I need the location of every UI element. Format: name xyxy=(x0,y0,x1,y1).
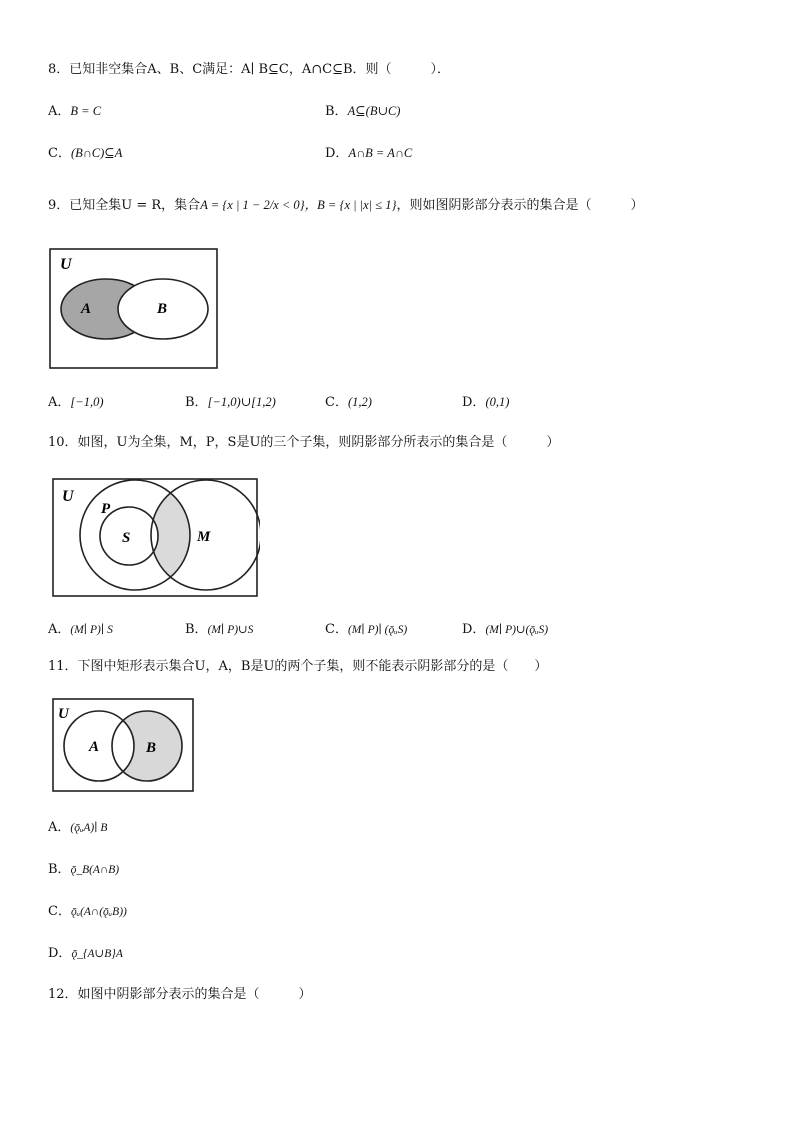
q8-option-a[interactable] xyxy=(48,102,101,121)
option-label: D． xyxy=(462,622,486,637)
q9-stem-after: ，则如图阴影部分表示的集合是（ ） xyxy=(396,198,644,213)
q10-option-c[interactable] xyxy=(325,621,407,639)
option-label: C． xyxy=(325,395,348,410)
option-text: (ǭᵤA)∣ B xyxy=(70,822,108,834)
circle-b-label: B xyxy=(157,301,168,317)
circle-m-label: M xyxy=(197,529,211,545)
q10-option-d[interactable] xyxy=(462,621,548,639)
q9-set-a: A = {x | 1 − 2/x < 0} xyxy=(200,198,305,212)
option-text: (M∣ P)∪(ǭᵤS) xyxy=(485,624,549,636)
option-label: A． xyxy=(48,104,71,119)
q11-option-a[interactable] xyxy=(48,819,107,837)
q11-option-b[interactable] xyxy=(48,861,119,879)
circle-b-label: B xyxy=(146,740,157,756)
option-text: ǭ_{A∪B}A xyxy=(71,948,123,960)
q11-option-c[interactable] xyxy=(48,903,127,921)
option-label: A． xyxy=(48,395,71,410)
q9-option-c[interactable] xyxy=(325,393,372,412)
option-text: (M∣ P)∪S xyxy=(207,624,254,636)
q11-stem: 11．下图中矩形表示集合U，A，B是U的两个子集，则不能表示阴影部分的是（ ） xyxy=(48,659,548,674)
option-text: [−1,0)∪[1,2) xyxy=(207,395,276,409)
universe-label: U xyxy=(60,256,72,273)
option-label: A． xyxy=(48,622,71,637)
option-label: D． xyxy=(462,395,486,410)
option-label: B． xyxy=(48,862,71,877)
circle-s-label: S xyxy=(122,530,131,546)
option-text: ǭ_B(A∩B) xyxy=(70,864,120,876)
circle-a-label: A xyxy=(89,739,100,755)
q8-option-d[interactable] xyxy=(325,144,412,163)
circle-a-label: A xyxy=(81,301,92,317)
option-text: A⊆(B∪C) xyxy=(347,104,401,118)
q9-option-b[interactable] xyxy=(185,393,276,412)
option-label: C． xyxy=(48,904,71,919)
option-text: (B∩C)⊆A xyxy=(70,146,123,160)
q10-venn-diagram xyxy=(51,477,260,599)
option-text: [−1,0) xyxy=(70,395,104,409)
option-label: B． xyxy=(185,622,208,637)
universe-label: U xyxy=(62,488,74,505)
q12-stem: 12．如图中阴影部分表示的集合是（ ） xyxy=(48,987,312,1002)
q8-stem: 8．已知非空集合A、B、C满足：A∣ B⊆C，A∩C⊆B．则（ ）． xyxy=(48,62,451,77)
q9-stem xyxy=(48,196,644,215)
q11-venn-diagram xyxy=(51,697,195,794)
q10-option-b[interactable] xyxy=(185,621,253,639)
option-text: (M∣ P)∣ S xyxy=(70,624,113,636)
option-label: D． xyxy=(325,146,349,161)
q9-option-d[interactable] xyxy=(462,393,509,412)
option-text: ǭᵤ(A∩(ǭᵤB)) xyxy=(70,906,127,918)
option-label: C． xyxy=(48,146,71,161)
q8-option-b[interactable] xyxy=(325,102,400,121)
q10-option-a[interactable] xyxy=(48,621,113,639)
option-text: (M∣ P)∣ (ǭᵤS) xyxy=(347,624,408,636)
option-label: D． xyxy=(48,946,72,961)
universe-label: U xyxy=(58,706,69,722)
q9-venn-diagram xyxy=(48,247,220,371)
option-text: (0,1) xyxy=(485,395,510,409)
option-text: B = C xyxy=(70,104,102,118)
q8-option-c[interactable] xyxy=(48,144,122,163)
option-label: B． xyxy=(325,104,348,119)
q9-stem-before: 9．已知全集U = R，集合 xyxy=(48,198,201,213)
q9-option-a[interactable] xyxy=(48,393,103,412)
option-label: B． xyxy=(185,395,208,410)
option-label: C． xyxy=(325,622,348,637)
option-label: A． xyxy=(48,820,71,835)
q9-set-b: ，B = {x | |x| ≤ 1} xyxy=(304,198,397,212)
q10-stem: 10．如图，U为全集，M，P，S是U的三个子集，则阴影部分所表示的集合是（ ） xyxy=(48,435,560,450)
q11-option-d[interactable] xyxy=(48,945,123,963)
circle-p-label: P xyxy=(101,501,111,517)
option-text: (1,2) xyxy=(347,395,372,409)
option-text: A∩B = A∩C xyxy=(348,146,413,160)
